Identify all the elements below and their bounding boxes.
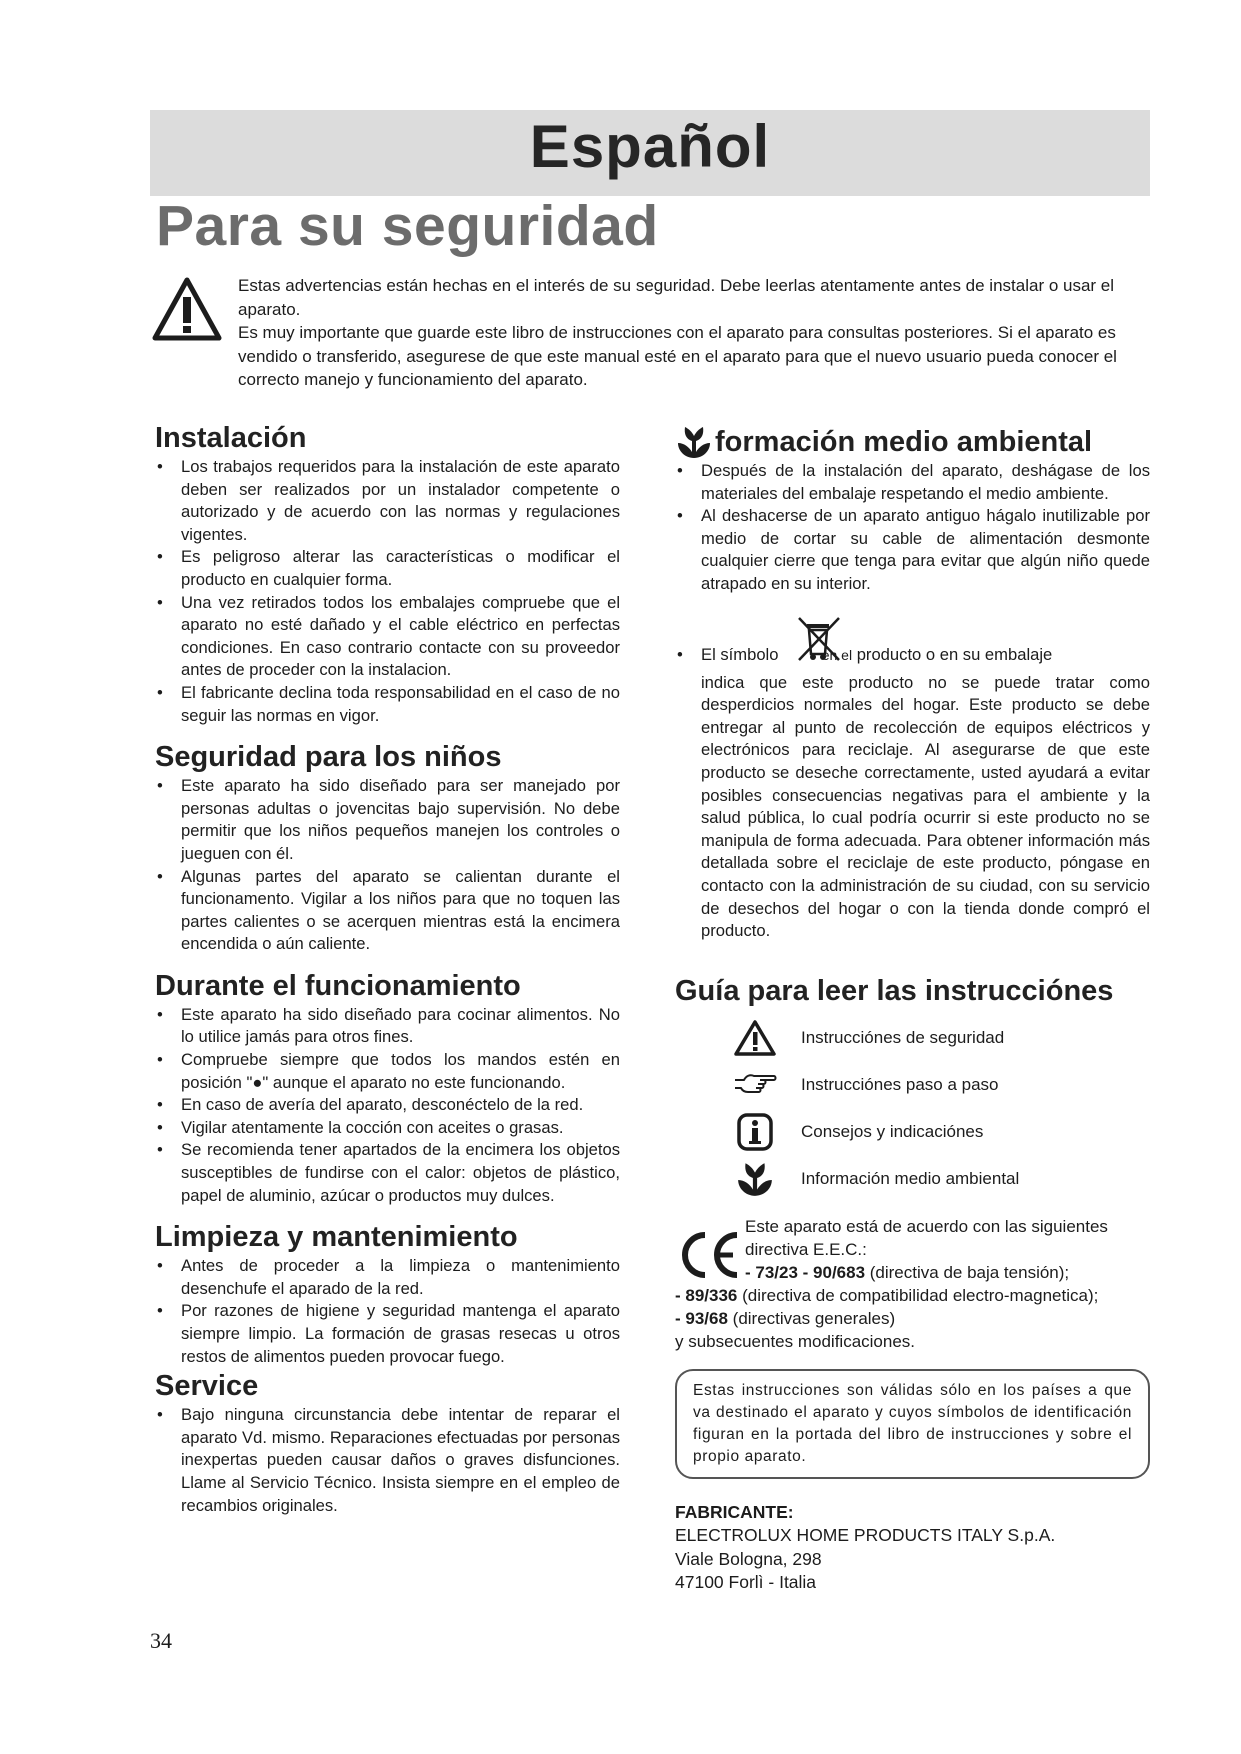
list-item: • Los trabajos requeridos para la instalación de este aparato deben ser realizados por un instalador competente o autorizado y de acuerdo con las normas y regulaciones vigentes. bbox=[155, 456, 620, 546]
section-title-children: Seguridad para los niños bbox=[155, 741, 502, 774]
list-item: • Después de la instalación del aparato, deshágase de los materiales del embalaje respetando el medio ambiente. bbox=[675, 460, 1150, 505]
validity-notice: Estas instrucciones son válidas sólo en los países a que va destinado el aparato y cuyos símbolos de identificación figuran en la portada del libro de instrucciones y sobre el propio aparato. bbox=[675, 1369, 1150, 1479]
guide-list bbox=[675, 1015, 1150, 1203]
directive-text: (directivas generales) bbox=[727, 1308, 896, 1328]
section-title-service: Service bbox=[155, 1370, 259, 1403]
list-item: • Vigilar atentamente la cocción con aceites o grasas. bbox=[155, 1117, 620, 1140]
page-number: 34 bbox=[150, 1628, 172, 1653]
guide-item bbox=[727, 1062, 1150, 1109]
ce-line: y subsecuentes modificaciones. bbox=[675, 1331, 916, 1351]
guide-item bbox=[727, 1156, 1150, 1203]
plant-icon bbox=[675, 425, 713, 459]
section-title-installation: Instalación bbox=[155, 422, 307, 454]
weee-suffix: producto o en su embalaje bbox=[856, 644, 1053, 664]
manufacturer-label: FABRICANTE: bbox=[675, 1501, 794, 1522]
list-item: • Se recomienda tener apartados de la encimera los objetos susceptibles de fundirse con el calor: objetos de plástico, papel de aluminio, azúcar o productos muy dulces. bbox=[155, 1139, 620, 1207]
guide-item-label: Información medio ambiental bbox=[801, 1169, 1020, 1189]
environment-heading bbox=[675, 424, 1150, 460]
weee-mid: en el bbox=[821, 646, 853, 663]
manufacturer-city: 47100 Forlì - Italia bbox=[675, 1572, 817, 1593]
guide-item bbox=[727, 1109, 1150, 1156]
intro-paragraph: Es muy importante que guarde este libro de instrucciones con el aparato para consultas posteriores. Si el aparato es vendido o transferido, asegurese de que este manual esté en el aparato para que el nuevo usuario pueda conocer el correcto manejo y funcionamiento del aparato. bbox=[238, 323, 1117, 389]
directive-text: (directiva de compatibilidad electro-magnetica); bbox=[737, 1285, 1099, 1305]
directive-code: - 93/68 bbox=[675, 1308, 728, 1328]
guide-item-label: Consejos y indicaciónes bbox=[801, 1122, 984, 1142]
ce-mark-icon bbox=[675, 1229, 741, 1281]
directive-text: (directiva de baja tensión); bbox=[865, 1262, 1070, 1282]
manufacturer-name: ELECTROLUX HOME PRODUCTS ITALY S.p.A. bbox=[675, 1525, 1056, 1546]
list-item bbox=[675, 644, 1150, 667]
directive-code: - 73/23 - 90/683 bbox=[745, 1262, 866, 1282]
operation-list bbox=[155, 1004, 620, 1207]
list-item: • Este aparato ha sido diseñado para ser manejado por personas adultas o jovencitas bajo supervisión. No debe permitir que los niños pequeños manejen los controles o jueguen con él. bbox=[155, 775, 620, 865]
intro-text bbox=[238, 274, 1148, 392]
weee-symbol-line bbox=[675, 620, 1150, 672]
section-title-cleaning: Limpieza y mantenimiento bbox=[155, 1221, 518, 1254]
warning-triangle-icon bbox=[733, 1019, 777, 1057]
list-item: • Este aparato ha sido diseñado para cocinar alimentos. No lo utilice jamás para otros fines. bbox=[155, 1004, 620, 1049]
list-item: • El fabricante declina toda responsabilidad en el caso de no seguir las normas en vigor. bbox=[155, 682, 620, 727]
pointing-hand-icon bbox=[732, 1070, 778, 1100]
ce-directive bbox=[675, 1284, 1150, 1307]
list-item: • Por razones de higiene y seguridad mantenga el aparato siempre limpio. La formación de grasas resecas u otros restos de alimentos pueden provocar fuego. bbox=[155, 1300, 620, 1368]
info-icon bbox=[736, 1112, 774, 1152]
guide-item bbox=[727, 1015, 1150, 1062]
page-title: Para su seguridad bbox=[156, 194, 659, 258]
environment-list bbox=[675, 460, 1150, 596]
list-item: • Antes de proceder a la limpieza o mantenimiento desenchufe el aparado de la red. bbox=[155, 1255, 620, 1300]
list-item: • Compruebe siempre que todos los mandos estén en posición "●" aunque el aparato no este funcionando. bbox=[155, 1049, 620, 1094]
list-item: • Al deshacerse de un aparato antiguo hágalo inutilizable por medio de cortar su cable de alimentación desmonte cualquier cierre que tenga para evitar que algún niño quede atrapado en su interior. bbox=[675, 505, 1150, 595]
ce-declaration bbox=[675, 1215, 1150, 1353]
ce-directive bbox=[675, 1307, 1150, 1330]
directive-code: - 89/336 bbox=[675, 1285, 738, 1305]
language-title: Español bbox=[529, 113, 771, 180]
weee-body: indica que este producto no se puede tratar como desperdicios normales del hogar. Este producto se debe entregar al punto de recolección de equipos eléctricos y electrónicos para reciclaje. Al asegurarse de que este producto se deseche correctamente, usted ayudará a evitar posibles consecuencias negativas para el ambiente y la salud pública, lo cual podría ocurrir si este producto no se manipula de forma adecuada. Para obtener información más detallada sobre el reciclaje de este producto, póngase en contacto con la administración de su ciudad, con su servicio de desechos del hogar o con la tienda donde compró el producto. bbox=[701, 672, 1150, 941]
warning-triangle-icon bbox=[152, 277, 222, 341]
list-item: • Es peligroso alterar las características o modificar el producto en cualquier forma. bbox=[155, 546, 620, 591]
list-item: • Bajo ninguna circunstancia debe intentar de reparar el aparato Vd. mismo. Reparaciones efectuadas por personas inexpertas pueden causar daños o graves disfunciones. Llame al Servicio Técnico. Insista siempre en el empleo de recambios originales. bbox=[155, 1404, 620, 1517]
service-list bbox=[155, 1404, 620, 1517]
weee-intro-list bbox=[675, 644, 1150, 667]
guide-item-label: Instrucciónes paso a paso bbox=[801, 1075, 999, 1095]
left-column bbox=[155, 420, 620, 1517]
section-title-guide: Guía para leer las instrucciónes bbox=[675, 974, 1114, 1007]
ce-line: Este aparato está de acuerdo con las siguientes bbox=[745, 1216, 1108, 1236]
section-title-operation: Durante el funcionamiento bbox=[155, 969, 521, 1002]
list-item: • Algunas partes del aparato se calientan durante el funcionamento. Vigilar a los niños para que no toquen las partes calientes o se acerquen mientras está la encimera encendida o aún caliente. bbox=[155, 866, 620, 956]
section-title-environment: formación medio ambiental bbox=[715, 426, 1093, 458]
manufacturer-street: Viale Bologna, 298 bbox=[675, 1548, 822, 1569]
list-item: • Una vez retirados todos los embalajes compruebe que el aparato no esté dañado y el cable eléctrico en perfectas condiciones. En caso contrario contacte con su proveedor antes de proceder con la instalacion. bbox=[155, 592, 620, 682]
ce-directive bbox=[745, 1261, 1150, 1284]
manufacturer-block bbox=[675, 1501, 1150, 1595]
plant-icon bbox=[735, 1160, 775, 1198]
installation-list bbox=[155, 456, 620, 727]
intro-paragraph: Estas advertencias están hechas en el interés de su seguridad. Debe leerlas atentamente antes de instalar o usar el aparato. bbox=[238, 276, 1115, 319]
weee-prefix: El símbolo bbox=[701, 644, 779, 664]
list-item: • En caso de avería del aparato, desconéctelo de la red. bbox=[155, 1094, 620, 1117]
right-column bbox=[675, 420, 1150, 1595]
children-list bbox=[155, 775, 620, 956]
cleaning-list bbox=[155, 1255, 620, 1368]
guide-item-label: Instrucciónes de seguridad bbox=[801, 1028, 1005, 1048]
ce-line: directiva E.E.C.: bbox=[745, 1239, 867, 1259]
